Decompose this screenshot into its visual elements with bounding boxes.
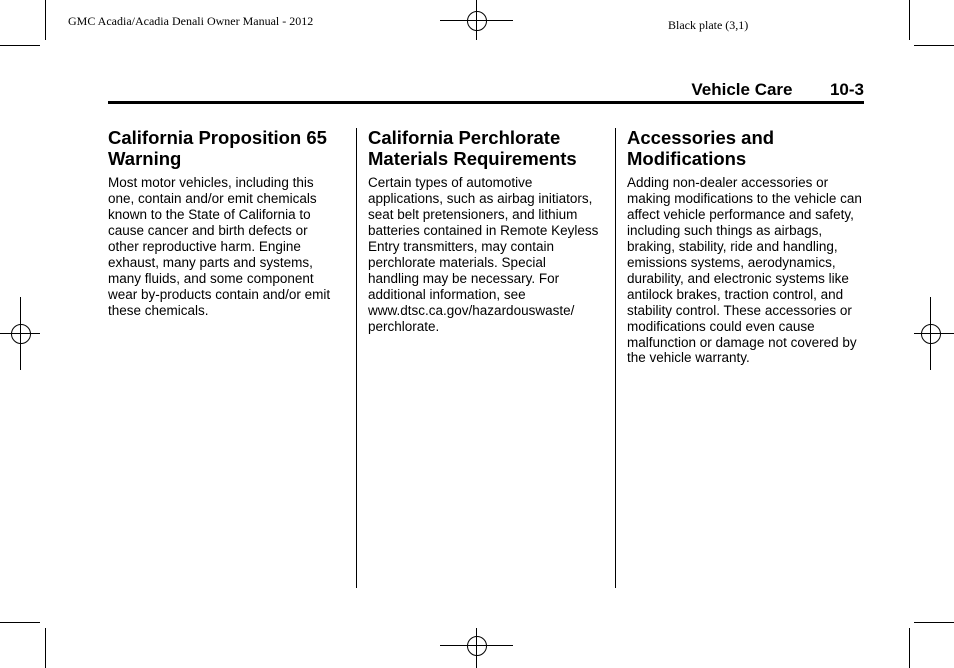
section-title: Vehicle Care	[691, 80, 793, 99]
crop-mark-bottom-right-h	[914, 622, 954, 623]
page-number: 10-3	[829, 80, 864, 99]
section-body: Adding non-dealer accessories or making modifications to the vehicle can affect vehicle performance and safety, including such things as airbags, braking, stability, ride and handling, emissions systems, aerodynamics, durability, and electronic systems like antilock brakes, traction control, and stability control. These accessories or modifications could even cause malfunction or damage not covered by the vehicle warranty.	[627, 175, 862, 366]
running-header	[691, 80, 864, 100]
crop-mark-bottom-right-v	[909, 628, 910, 668]
column-divider	[615, 128, 616, 588]
plate-label: Black plate (3,1)	[668, 18, 749, 32]
crop-mark-top-right-v	[909, 0, 910, 40]
section-heading: Accessories and Modifications	[627, 127, 775, 169]
crop-mark-top-right-h	[914, 45, 954, 46]
header-rule	[108, 101, 864, 104]
crop-mark-top-left-v	[45, 0, 46, 40]
crop-mark-bottom-left-v	[45, 628, 46, 668]
section-heading: California Proposition 65 Warning	[108, 127, 327, 169]
section-heading: California Perchlorate Materials Requirements	[368, 127, 577, 169]
column-divider	[356, 128, 357, 588]
section-body: Certain types of automotive applications, such as airbag initiators, seat belt pretensioners, and lithium batteries contained in Remote Keyless Entry transmitters, may contain perchlorate materials. Special handling may be necessary. For additional information, see www.dtsc.ca.gov/hazardouswaste/ perchlorate.	[368, 175, 599, 334]
section-accessories	[627, 127, 863, 366]
section-prop-65	[108, 127, 340, 319]
crop-mark-top-left-h	[0, 45, 40, 46]
manual-title: GMC Acadia/Acadia Denali Owner Manual - 2012	[68, 14, 314, 28]
section-perchlorate	[368, 127, 600, 335]
section-body: Most motor vehicles, including this one, contain and/or emit chemicals known to the State of California to cause cancer and birth defects or other reproductive harm. Engine exhaust, many parts and systems, many fluids, and some component wear by-products contain and/or emit these chemicals.	[108, 175, 331, 318]
crop-mark-bottom-left-h	[0, 622, 40, 623]
